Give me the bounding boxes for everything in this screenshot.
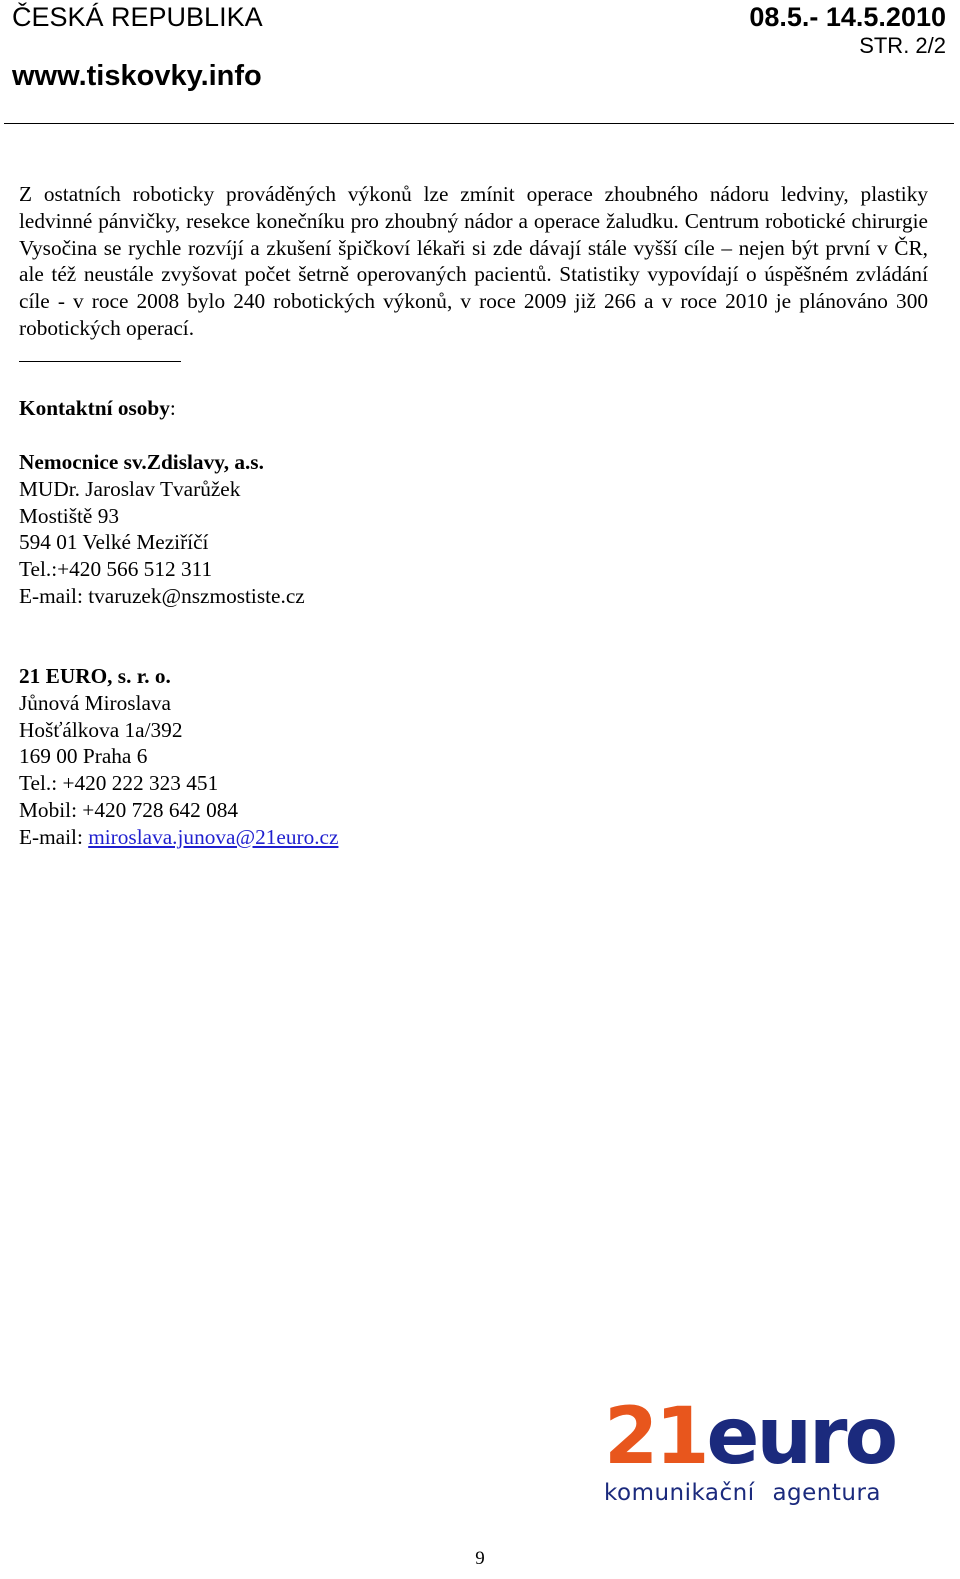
header-divider [4,123,954,124]
hospital-email: E-mail: tvaruzek@nszmostiste.cz [19,583,305,608]
header-website: www.tiskovky.info [12,60,262,92]
logo-tagline: komunikační agentura [604,1480,882,1506]
page-number: 9 [475,1548,485,1569]
company-logo [604,1392,934,1508]
hospital-contact-block [19,449,305,610]
agency-person: Jůnová Miroslava [19,690,172,715]
logo-wordmark [604,1392,934,1482]
agency-phone: Tel.: +420 222 323 451 [19,771,219,796]
agency-street: Hošťálkova 1a/392 [19,717,183,742]
contacts-heading-text: Kontaktní osoby [19,396,170,420]
hospital-street: Mostiště 93 [19,503,119,528]
hospital-name: Nemocnice sv.Zdislavy, a.s. [19,450,264,474]
agency-email-line [19,824,338,851]
logo-word: euro [706,1392,896,1482]
logo-number: 21 [604,1392,707,1482]
contacts-heading [19,395,176,422]
agency-email-label: E-mail: [19,824,89,849]
section-divider [19,361,181,362]
hospital-city: 594 01 Velké Meziříčí [19,530,209,555]
agency-email-link[interactable]: miroslava.junova@21euro.cz [88,824,339,849]
header-country: ČESKÁ REPUBLIKA [12,2,263,32]
agency-contact-block [19,663,338,851]
contacts-heading-colon: : [169,396,176,420]
header-page-indicator: STR. 2/2 [859,33,946,58]
hospital-phone: Tel.:+420 566 512 311 [19,557,213,582]
header-date-range: 08.5.- 14.5.2010 [749,2,946,32]
agency-city: 169 00 Praha 6 [19,744,148,769]
agency-name: 21 EURO, s. r. o. [19,664,171,688]
agency-mobile: Mobil: +420 728 642 084 [19,797,239,822]
hospital-person: MUDr. Jaroslav Tvarůžek [19,476,241,501]
article-paragraph: Z ostatních roboticky prováděných výkonů lze zmínit operace zhoubného nádoru ledviny, plastiky ledvinné pánvičky, resekce konečníku pro zhoubný nádor a operace žaludku. Centrum robotické chirurgie Vysočina se rychle rozvíjí a zkušení špičkoví lékaři si zde dávají stále vyšší cíle – nejen být první v ČR, ale též neustále zvyšovat počet šetrně operovaných pacientů. Statistiky vypovídají o úspěšném zvládání cíle - v roce 2008 bylo 240 robotických výkonů, v roce 2009 již 266 a v roce 2010 je plánováno 300 robotických operací. [19,182,928,340]
